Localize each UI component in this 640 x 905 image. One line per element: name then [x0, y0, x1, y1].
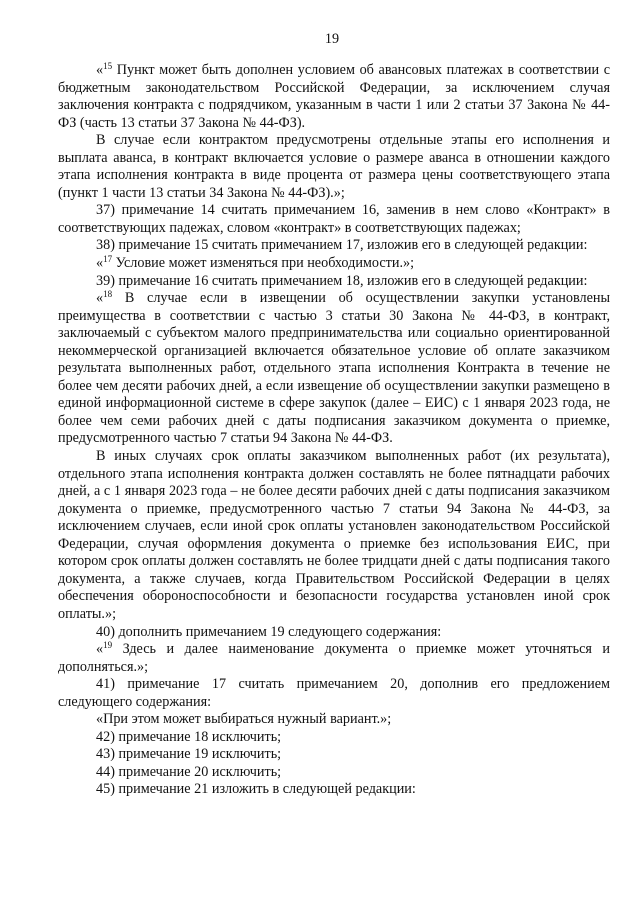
paragraph-text: Здесь и далее наименование документа о приемке может уточняться и дополняться.»; — [58, 641, 610, 675]
paragraph — [58, 448, 610, 623]
paragraph — [58, 202, 610, 237]
paragraph-text: Пункт может быть дополнен условием об авансовых платежах в соответствии с бюджетным законодательством Российской Федерации, за исключением случая заключения контракта с подрядчиком, указанным в части 1 или 2 статьи 37 Закона № 44-ФЗ (часть 13 статьи 37 Закона № 44-ФЗ). — [58, 62, 610, 131]
paragraph-text: В случае если в извещении об осуществлении закупки установлены преимущества в соответствии с частью 3 статьи 30 Закона № 44-ФЗ, в контракт, заключаемый с субъектом малого предпринимательства или социально ориентированной некоммерческой организацией включается обязательное условие об оплате заказчиком результата выполненных работ, отдельного этапа исполнения Контракта в течение не более чем десяти рабочих дней, а если извещение об осуществлении закупки размещено в единой информационной системе в сфере закупок (далее – ЕИС) с 1 января 2023 года, не более чем семи рабочих дней с даты подписания заказчиком документа о приемке, предусмотренного частью 7 статьи 94 Закона № 44-ФЗ. — [58, 290, 610, 447]
paragraph-text: 44) примечание 20 исключить; — [96, 763, 282, 780]
paragraph — [58, 237, 610, 255]
paragraph-prefix: « — [96, 62, 104, 78]
paragraph — [58, 62, 610, 132]
paragraph — [58, 781, 610, 799]
paragraph-text: 45) примечание 21 изложить в следующей редакции: — [96, 781, 416, 798]
footnote-marker: 15 — [103, 61, 113, 71]
paragraph — [58, 641, 610, 676]
paragraph-text: 37) примечание 14 считать примечанием 16, заменив в нем слово «Контракт» в соответствующих падежах, словом «контракт» в соответствующих падежах; — [58, 202, 610, 236]
paragraph-text: В иных случаях срок оплаты заказчиком выполненных работ (их результата), отдельного этапа исполнения контракта должен составлять не более пятнадцати рабочих дней, а с 1 января 2023 года – не более десяти рабочих дней с даты подписания заказчиком документа о приемке, предусмотренного частью 7 статьи 94 Закона № 44-ФЗ, за исключением случаев, если иной срок оплаты установлен законодательством Российской Федерации, случая оформления документа о приемке без использования ЕИС, при котором срок оплаты должен составлять не более тридцати дней с даты подписания такого документа, а также случаев, когда Правительством Российской Федерации в целях обеспечения обороноспособности и безопасности государства установлен иной срок оплаты.»; — [58, 448, 610, 622]
paragraph-text: 40) дополнить примечанием 19 следующего содержания: — [96, 623, 442, 640]
paragraph-text: 39) примечание 16 считать примечанием 18, изложив его в следующей редакции: — [96, 272, 588, 289]
footnote-marker: 18 — [103, 289, 113, 300]
paragraph-text: Условие может изменяться при необходимости.»; — [112, 255, 415, 272]
paragraph — [58, 711, 610, 729]
paragraph — [58, 729, 610, 747]
paragraph-text: 41) примечание 17 считать примечанием 20, дополнив его предложением следующего содержания: — [58, 676, 610, 710]
paragraph-prefix: « — [96, 641, 104, 658]
paragraph — [58, 290, 610, 448]
paragraph-text: 38) примечание 15 считать примечанием 17, изложив его в следующей редакции: — [96, 237, 588, 254]
paragraph — [58, 255, 610, 273]
paragraph — [58, 676, 610, 711]
paragraph-text: 43) примечание 19 исключить; — [96, 746, 282, 763]
paragraph-prefix: « — [96, 290, 104, 307]
paragraph-prefix: « — [96, 255, 104, 272]
page-number: 19 — [324, 31, 340, 47]
paragraph — [58, 764, 610, 782]
footnote-marker: 17 — [103, 254, 113, 265]
paragraph — [58, 746, 610, 764]
paragraph-text: «При этом может выбираться нужный вариант.»; — [96, 711, 392, 728]
paragraph-text: В случае если контрактом предусмотрены отдельные этапы его исполнения и выплата аванса, в контракт включается условие о размере аванса в отношении каждого этапа исполнения контракта в виде процента от размера цены соответствующего этапа (пункт 1 части 13 статьи 34 Закона № 44-ФЗ).»; — [58, 132, 610, 201]
paragraph — [58, 132, 610, 202]
paragraph-text: 42) примечание 18 исключить; — [96, 728, 282, 745]
footnote-marker: 19 — [103, 640, 113, 651]
paragraph — [58, 273, 610, 291]
paragraph — [58, 624, 610, 642]
